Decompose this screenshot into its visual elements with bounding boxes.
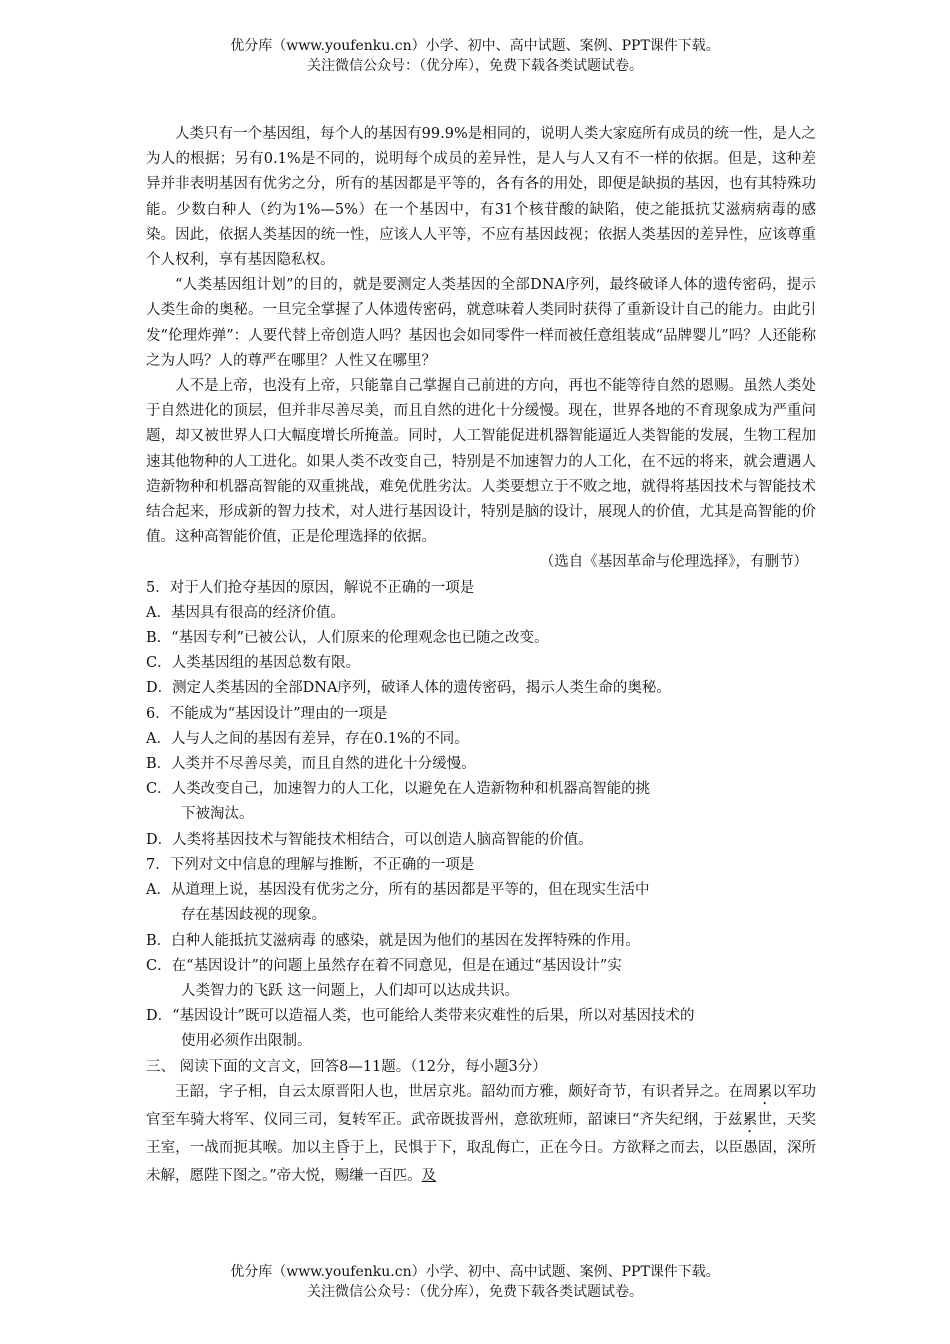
option-text: D．“基因设计”既可以造福人类，也可能给人类带来灾难性的后果，所以对基因技术的 [146, 1008, 695, 1025]
option-c [146, 651, 816, 676]
passage-paragraph-1: 人类只有一个基因组，每个人的基因有99.9%是相同的，说明人类大家庭所有成员的统一性，是人之为人的根据；另有0.1%是不同的，说明每个成员的差异性，是人与人又有不一样的依据。但是，这种差异并非表明基因有优劣之分，所有的基因都是平等的，各有各的用处，即便是缺损的基因，也有其特殊功能。少数白种人（约为1%—5%）在一个基因中，有31个核苷酸的缺陷，使之能抵抗艾滋病病毒的感染。因此，依据人类基因的统一性，应该人人平等，不应有基因歧视；依据人类基因的差异性，应该尊重个人权利，享有基因隐私权。 [146, 126, 816, 269]
classical-text-d: 于上，民惧于下，取乱侮亡，正在今日。方欲释之而去，以臣愚固，深所未解，愿陛下图之。”帝大悦，赐缣一百匹。 [146, 1139, 817, 1184]
question-stem: 7．下列对文中信息的理解与推断，不正确的一项是 [146, 856, 475, 873]
question-stem: 5．对于人们抢夺基因的原因，解说不正确的一项是 [146, 579, 475, 596]
option-continuation: 人类智力的飞跃 这一问题上，人们却可以达成共识。 [181, 982, 520, 999]
option-continuation: 下被淘汰。 [181, 806, 254, 823]
option-continuation: 存在基因歧视的现象。 [181, 907, 326, 924]
classical-text-a: 王韶，字子相，自云太原晋阳人也，世居京兆。韶幼而方雅，颇好奇节，有识者异之。在周 [175, 1083, 758, 1100]
passage-paragraph-3: 人不是上帝，也没有上帝，只能靠自己掌握自己前进的方向，再也不能等待自然的恩赐。虽然人类处于自然进化的顶层，但并非尽善尽美，而且自然的进化十分缓慢。现在，世界各地的不育现象成为严重问题，却又被世界人口大幅度增长所掩盖。同时，人工智能促进机器智能逼近人类智能的发展，生物工程加速其他物种的人工进化。如果人类不改变自己，特别是不加速智力的人工化，在不远的将来，就会遭遇人造新物种和机器高智能的双重挑战，难免优胜劣汰。人类要想立于不败之地，就得将基因技术与智能技术结合起来，形成新的智力技术，对人进行基因设计，特别是脑的设计，展现人的价值，尤其是高智能的价值。这种高智能价值，正是伦理选择的依据。 [146, 378, 816, 546]
underlined-char: 及 [421, 1167, 437, 1184]
passage-source: （选自《基因革命与伦理选择》，有删节） [539, 554, 808, 571]
exam-content [146, 122, 816, 1189]
question-6 [146, 702, 816, 853]
option-continuation: 使用必须作出限制。 [181, 1033, 312, 1050]
option-b [146, 929, 816, 954]
option-a [146, 727, 816, 752]
option-text: A．人与人之间的基因有差异，存在0.1%的不同。 [146, 730, 469, 747]
option-a [146, 601, 816, 626]
option-text: B．人类并不尽善尽美，而且自然的进化十分缓慢。 [146, 756, 476, 773]
option-text: D．测定人类基因的全部DNA序列，破译人体的遗传密码，揭示人类生命的奥秘。 [146, 680, 671, 697]
footer-line-2: 关注微信公众号：（优分库），免费下载各类试题试卷。 [307, 1284, 643, 1300]
option-text: A．从道理上说，基因没有优劣之分，所有的基因都是平等的，但在现实生活中 [146, 882, 650, 899]
option-b [146, 626, 816, 651]
option-text: C．人类基因组的基因总数有限。 [146, 655, 361, 672]
section-3-heading: 三、 阅读下面的文言文，回答8—11题。（12分，每小题3分） [146, 1058, 547, 1075]
classical-text-b: 以军功官至车骑大将军、仪同三司，复转军正。武帝既拔晋州，意欲班师，韶谏曰“齐失纪纲，于兹 [146, 1083, 817, 1128]
option-d [146, 676, 816, 701]
option-d [146, 1004, 816, 1054]
option-c [146, 954, 816, 1004]
option-b [146, 752, 816, 777]
page-header [0, 36, 950, 76]
option-text: C．在“基因设计”的问题上虽然存在着不同意见，但是在通过“基因设计”实 [146, 957, 622, 974]
question-7 [146, 853, 816, 1055]
classical-passage-paragraph [146, 1080, 816, 1189]
classical-text-c: 世，天奖王室，一战而扼其喉。加以主 [146, 1111, 816, 1156]
emphasis-char: 累 [742, 1111, 758, 1128]
option-text: A．基因具有很高的经济价值。 [146, 604, 345, 621]
option-a [146, 878, 816, 928]
emphasis-char: 昏 [335, 1139, 350, 1156]
option-text: B．“基因专利”已被公认，人们原来的伦理观念也已随之改变。 [146, 630, 549, 647]
header-line-2: 关注微信公众号：（优分库），免费下载各类试题试卷。 [307, 58, 643, 74]
footer-line-1: 优分库（www.youfenku.cn）小学、初中、高中试题、案例、PPT课件下载。 [230, 1264, 720, 1280]
option-text: C．人类改变自己，加速智力的人工化，以避免在人造新物种和机器高智能的挑 [146, 781, 651, 798]
page-footer [0, 1262, 950, 1302]
header-line-1: 优分库（www.youfenku.cn）小学、初中、高中试题、案例、PPT课件下载。 [230, 38, 720, 54]
option-text: B．白种人能抵抗艾滋病毒 的感染，就是因为他们的基因在发挥特殊的作用。 [146, 932, 640, 949]
question-5 [146, 576, 816, 702]
option-text: D．人类将基因技术与智能技术相结合，可以创造人脑高智能的价值。 [146, 831, 593, 848]
option-d [146, 828, 816, 853]
passage-paragraph-2: “人类基因组计划”的目的，就是要测定人类基因的全部DNA序列，最终破译人体的遗传密码，提示人类生命的奥秘。一旦完全掌握了人体遗传密码，就意味着人类同时获得了重新设计自己的能力。由此引发“伦理炸弹”：人要代替上帝创造人吗？基因也会如同零件一样而被任意组装成“品牌婴儿”吗？人还能称之为人吗？人的尊严在哪里？人性又在哪里？ [146, 277, 816, 369]
emphasis-char: 累 [757, 1083, 773, 1100]
option-c [146, 777, 816, 827]
question-stem: 6．不能成为“基因设计”理由的一项是 [146, 705, 388, 722]
